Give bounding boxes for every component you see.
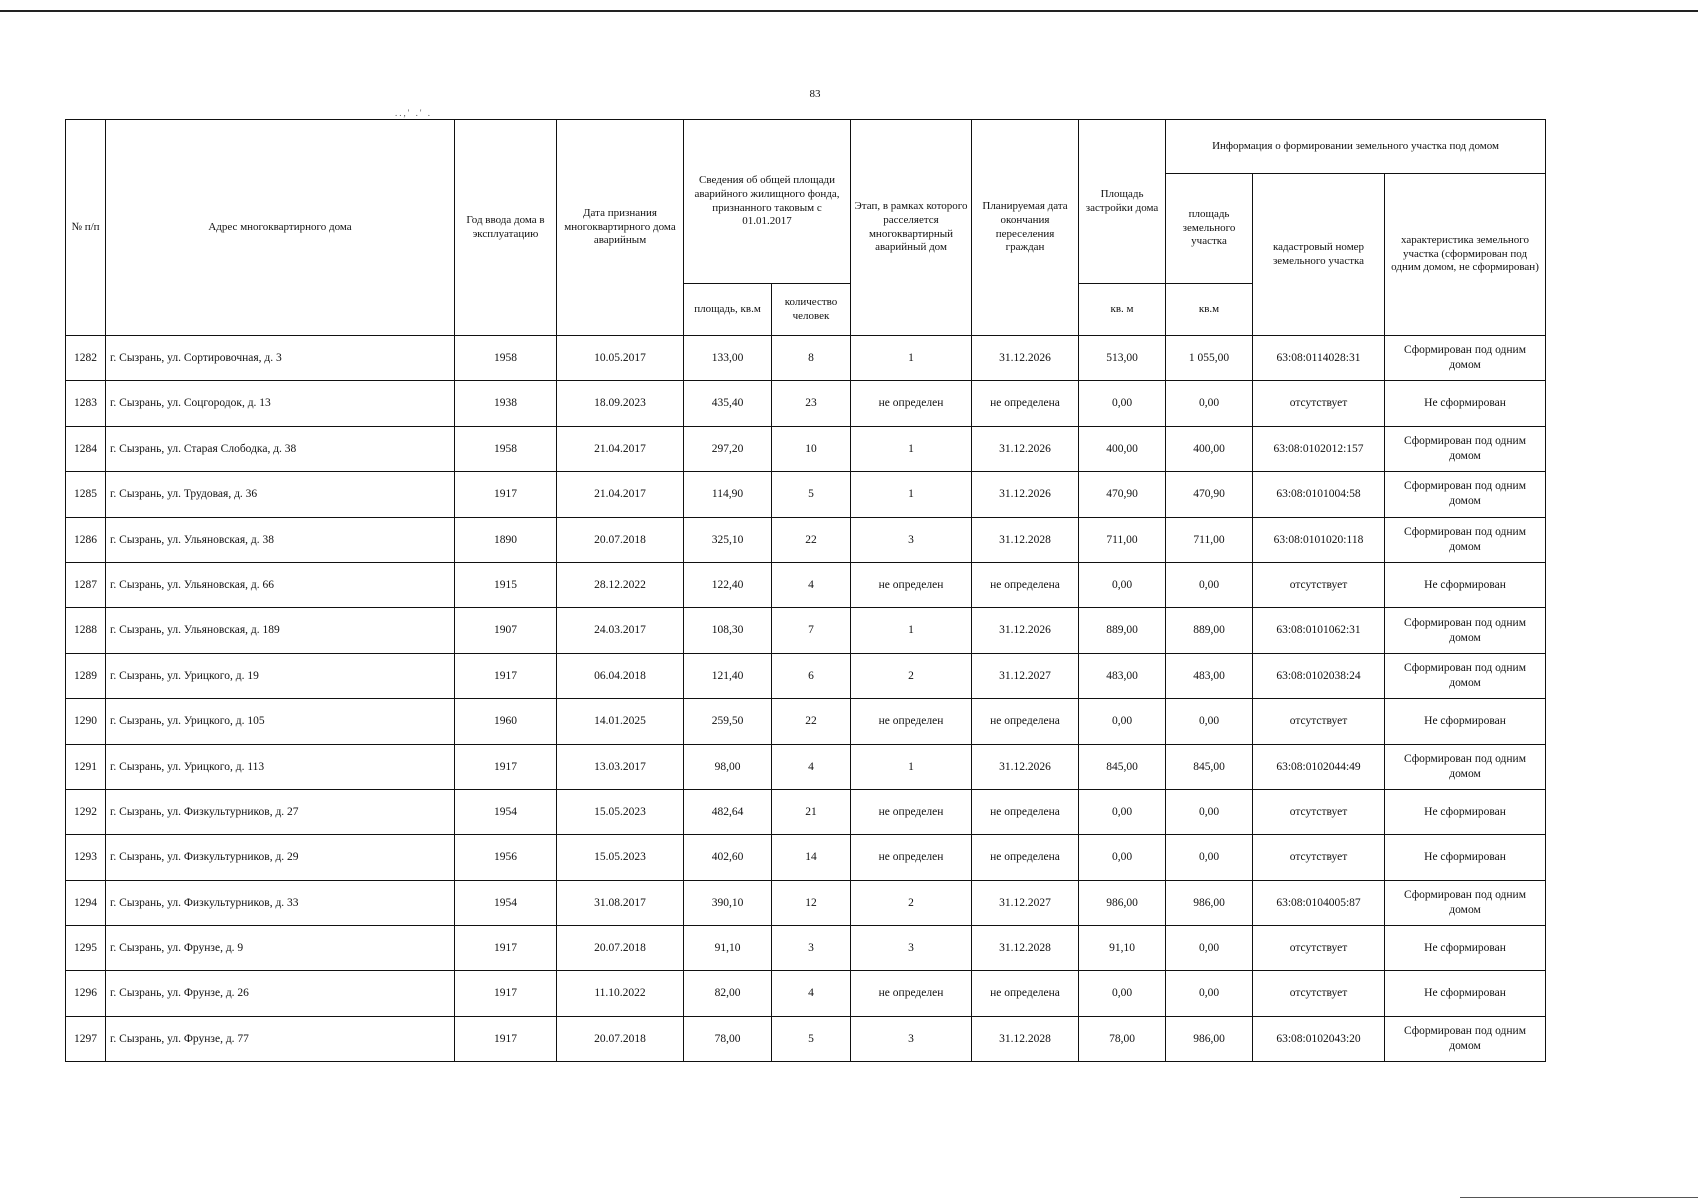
cell-build-area: 513,00: [1079, 336, 1166, 381]
table-row: [66, 472, 1546, 517]
cell-land-area: 0,00: [1166, 926, 1253, 971]
cell-build-area: 889,00: [1079, 608, 1166, 653]
cell-year: 1958: [455, 426, 557, 471]
cell-address: г. Сызрань, ул. Урицкого, д. 19: [106, 653, 455, 698]
cell-date: 10.05.2017: [557, 336, 684, 381]
cell-characteristic: Сформирован под одним домом: [1385, 336, 1546, 381]
cell-area: 114,90: [684, 472, 772, 517]
cell-land-area: 711,00: [1166, 517, 1253, 562]
cell-stage: 1: [851, 608, 972, 653]
page-number: 83: [809, 88, 821, 100]
header-building-area-unit: кв. м: [1079, 284, 1166, 336]
cell-land-area: 0,00: [1166, 789, 1253, 834]
cell-characteristic: Не сформирован: [1385, 381, 1546, 426]
cell-build-area: 845,00: [1079, 744, 1166, 789]
cell-characteristic: Не сформирован: [1385, 562, 1546, 607]
cell-cadastral: отсутствует: [1253, 926, 1385, 971]
cell-people: 21: [772, 789, 851, 834]
cell-build-area: 0,00: [1079, 789, 1166, 834]
cell-build-area: 400,00: [1079, 426, 1166, 471]
cell-planned: 31.12.2026: [972, 426, 1079, 471]
cell-date: 20.07.2018: [557, 926, 684, 971]
cell-stage: 3: [851, 517, 972, 562]
cell-date: 20.07.2018: [557, 1016, 684, 1061]
cell-date: 15.05.2023: [557, 835, 684, 880]
cell-year: 1954: [455, 789, 557, 834]
cell-build-area: 78,00: [1079, 1016, 1166, 1061]
cell-num: 1292: [66, 789, 106, 834]
cell-cadastral: 63:08:0102043:20: [1253, 1016, 1385, 1061]
cell-cadastral: отсутствует: [1253, 835, 1385, 880]
cell-land-area: 0,00: [1166, 699, 1253, 744]
cell-stage: 2: [851, 880, 972, 925]
cell-cadastral: 63:08:0102038:24: [1253, 653, 1385, 698]
table-row: [66, 1016, 1546, 1061]
cell-build-area: 0,00: [1079, 699, 1166, 744]
cell-area: 108,30: [684, 608, 772, 653]
cell-cadastral: отсутствует: [1253, 789, 1385, 834]
cell-stage: 1: [851, 426, 972, 471]
cell-characteristic: Не сформирован: [1385, 699, 1546, 744]
cell-people: 14: [772, 835, 851, 880]
cell-land-area: 889,00: [1166, 608, 1253, 653]
cell-num: 1287: [66, 562, 106, 607]
cell-planned: 31.12.2026: [972, 336, 1079, 381]
cell-num: 1282: [66, 336, 106, 381]
cell-year: 1917: [455, 744, 557, 789]
cell-num: 1289: [66, 653, 106, 698]
cell-planned: 31.12.2027: [972, 880, 1079, 925]
cell-people: 8: [772, 336, 851, 381]
cell-characteristic: Не сформирован: [1385, 971, 1546, 1016]
table-row: [66, 426, 1546, 471]
cell-characteristic: Не сформирован: [1385, 789, 1546, 834]
cell-cadastral: 63:08:0101004:58: [1253, 472, 1385, 517]
cell-people: 10: [772, 426, 851, 471]
header-land-area-unit: кв.м: [1166, 284, 1253, 336]
cell-stage: 2: [851, 653, 972, 698]
cell-date: 06.04.2018: [557, 653, 684, 698]
cell-year: 1907: [455, 608, 557, 653]
cell-year: 1890: [455, 517, 557, 562]
cell-people: 6: [772, 653, 851, 698]
cell-date: 28.12.2022: [557, 562, 684, 607]
cell-planned: 31.12.2026: [972, 608, 1079, 653]
cell-num: 1286: [66, 517, 106, 562]
cell-year: 1917: [455, 926, 557, 971]
cell-year: 1917: [455, 971, 557, 1016]
cell-planned: 31.12.2028: [972, 926, 1079, 971]
cell-stage: не определен: [851, 699, 972, 744]
header-land-area: площадь земельного участка: [1166, 174, 1253, 284]
cell-people: 3: [772, 926, 851, 971]
cell-people: 22: [772, 517, 851, 562]
cell-year: 1958: [455, 336, 557, 381]
header-address: Адрес многоквартирного дома: [106, 120, 455, 336]
cell-area: 435,40: [684, 381, 772, 426]
cell-area: 82,00: [684, 971, 772, 1016]
cell-stage: не определен: [851, 835, 972, 880]
table-body: [66, 336, 1546, 1062]
cell-address: г. Сызрань, ул. Соцгородок, д. 13: [106, 381, 455, 426]
cell-planned: не определена: [972, 562, 1079, 607]
cell-address: г. Сызрань, ул. Фрунзе, д. 26: [106, 971, 455, 1016]
table-row: [66, 835, 1546, 880]
cell-planned: не определена: [972, 971, 1079, 1016]
cell-land-area: 470,90: [1166, 472, 1253, 517]
cell-year: 1917: [455, 653, 557, 698]
cell-date: 13.03.2017: [557, 744, 684, 789]
header-building-area: Площадь застройки дома: [1079, 120, 1166, 284]
cell-cadastral: отсутствует: [1253, 381, 1385, 426]
cell-year: 1915: [455, 562, 557, 607]
cell-people: 7: [772, 608, 851, 653]
cell-area: 91,10: [684, 926, 772, 971]
cell-land-area: 986,00: [1166, 1016, 1253, 1061]
cell-num: 1296: [66, 971, 106, 1016]
cell-planned: 31.12.2027: [972, 653, 1079, 698]
table-row: [66, 336, 1546, 381]
cell-characteristic: Сформирован под одним домом: [1385, 608, 1546, 653]
table-row: [66, 381, 1546, 426]
table-row: [66, 608, 1546, 653]
cell-cadastral: 63:08:0104005:87: [1253, 880, 1385, 925]
cell-planned: не определена: [972, 835, 1079, 880]
header-characteristic: характеристика земельного участка (сформирован под одним домом, не сформирован): [1385, 174, 1546, 336]
cell-address: г. Сызрань, ул. Старая Слободка, д. 38: [106, 426, 455, 471]
cell-stage: не определен: [851, 971, 972, 1016]
cell-date: 14.01.2025: [557, 699, 684, 744]
cell-address: г. Сызрань, ул. Урицкого, д. 113: [106, 744, 455, 789]
cell-stage: 1: [851, 744, 972, 789]
cell-land-area: 1 055,00: [1166, 336, 1253, 381]
table-row: [66, 699, 1546, 744]
table-row: [66, 562, 1546, 607]
cell-cadastral: 63:08:0114028:31: [1253, 336, 1385, 381]
cell-area: 133,00: [684, 336, 772, 381]
cell-date: 31.08.2017: [557, 880, 684, 925]
cell-characteristic: Не сформирован: [1385, 926, 1546, 971]
cell-address: г. Сызрань, ул. Физкультурников, д. 27: [106, 789, 455, 834]
header-area: площадь, кв.м: [684, 284, 772, 336]
cell-date: 20.07.2018: [557, 517, 684, 562]
cell-area: 78,00: [684, 1016, 772, 1061]
cell-planned: 31.12.2028: [972, 1016, 1079, 1061]
header-num: № п/п: [66, 120, 106, 336]
cell-planned: 31.12.2026: [972, 472, 1079, 517]
cell-stage: 1: [851, 472, 972, 517]
cell-num: 1297: [66, 1016, 106, 1061]
header-year: Год ввода дома в эксплуатацию: [455, 120, 557, 336]
cell-characteristic: Не сформирован: [1385, 835, 1546, 880]
cell-num: 1294: [66, 880, 106, 925]
cell-people: 4: [772, 971, 851, 1016]
cell-land-area: 986,00: [1166, 880, 1253, 925]
cell-planned: не определена: [972, 381, 1079, 426]
cell-build-area: 483,00: [1079, 653, 1166, 698]
bottom-border-line: [1460, 1197, 1698, 1198]
cell-characteristic: Сформирован под одним домом: [1385, 472, 1546, 517]
cell-num: 1288: [66, 608, 106, 653]
cell-address: г. Сызрань, ул. Ульяновская, д. 66: [106, 562, 455, 607]
cell-planned: 31.12.2028: [972, 517, 1079, 562]
table-header: [66, 120, 1546, 336]
cell-date: 15.05.2023: [557, 789, 684, 834]
cell-address: г. Сызрань, ул. Ульяновская, д. 189: [106, 608, 455, 653]
cell-cadastral: отсутствует: [1253, 971, 1385, 1016]
cell-stage: 3: [851, 1016, 972, 1061]
header-date-recognized: Дата признания многоквартирного дома аварийным: [557, 120, 684, 336]
table-row: [66, 744, 1546, 789]
cell-num: 1293: [66, 835, 106, 880]
cell-area: 121,40: [684, 653, 772, 698]
cell-year: 1938: [455, 381, 557, 426]
header-planned-date: Планируемая дата окончания переселения граждан: [972, 120, 1079, 336]
cell-people: 4: [772, 744, 851, 789]
cell-address: г. Сызрань, ул. Урицкого, д. 105: [106, 699, 455, 744]
cell-num: 1290: [66, 699, 106, 744]
table-row: [66, 926, 1546, 971]
cell-people: 23: [772, 381, 851, 426]
cell-num: 1284: [66, 426, 106, 471]
cell-build-area: 986,00: [1079, 880, 1166, 925]
cell-characteristic: Сформирован под одним домом: [1385, 426, 1546, 471]
cell-build-area: 0,00: [1079, 562, 1166, 607]
cell-land-area: 483,00: [1166, 653, 1253, 698]
cell-stage: не определен: [851, 381, 972, 426]
cell-build-area: 711,00: [1079, 517, 1166, 562]
cell-address: г. Сызрань, ул. Физкультурников, д. 29: [106, 835, 455, 880]
cell-area: 390,10: [684, 880, 772, 925]
cell-area: 259,50: [684, 699, 772, 744]
top-border-line: [0, 10, 1698, 12]
cell-build-area: 91,10: [1079, 926, 1166, 971]
cell-year: 1960: [455, 699, 557, 744]
cell-address: г. Сызрань, ул. Фрунзе, д. 9: [106, 926, 455, 971]
cell-land-area: 0,00: [1166, 971, 1253, 1016]
cell-area: 482,64: [684, 789, 772, 834]
cell-characteristic: Сформирован под одним домом: [1385, 744, 1546, 789]
cell-characteristic: Сформирован под одним домом: [1385, 517, 1546, 562]
cell-people: 5: [772, 472, 851, 517]
cell-date: 11.10.2022: [557, 971, 684, 1016]
cell-area: 297,20: [684, 426, 772, 471]
cell-cadastral: отсутствует: [1253, 562, 1385, 607]
table-row: [66, 653, 1546, 698]
header-cadastral: кадастровый номер земельного участка: [1253, 174, 1385, 336]
cell-cadastral: 63:08:0101020:118: [1253, 517, 1385, 562]
cell-year: 1917: [455, 1016, 557, 1061]
header-stage: Этап, в рамках которого расселяется многоквартирный аварийный дом: [851, 120, 972, 336]
cell-people: 4: [772, 562, 851, 607]
cell-date: 18.09.2023: [557, 381, 684, 426]
cell-area: 402,60: [684, 835, 772, 880]
header-land-info: Информация о формировании земельного участка под домом: [1166, 120, 1546, 174]
cell-characteristic: Сформирован под одним домом: [1385, 653, 1546, 698]
table-row: [66, 789, 1546, 834]
cell-land-area: 0,00: [1166, 835, 1253, 880]
header-area-info: Сведения об общей площади аварийного жилищного фонда, признанного таковым с 01.01.2017: [684, 120, 851, 284]
cell-planned: не определена: [972, 699, 1079, 744]
table-row: [66, 971, 1546, 1016]
cell-planned: 31.12.2026: [972, 744, 1079, 789]
cell-land-area: 845,00: [1166, 744, 1253, 789]
cell-num: 1295: [66, 926, 106, 971]
scan-marks: ..,' .' .: [395, 108, 432, 118]
cell-num: 1285: [66, 472, 106, 517]
cell-cadastral: 63:08:0102012:157: [1253, 426, 1385, 471]
cell-characteristic: Сформирован под одним домом: [1385, 880, 1546, 925]
cell-stage: 3: [851, 926, 972, 971]
cell-area: 98,00: [684, 744, 772, 789]
cell-area: 122,40: [684, 562, 772, 607]
cell-people: 22: [772, 699, 851, 744]
cell-characteristic: Сформирован под одним домом: [1385, 1016, 1546, 1061]
cell-build-area: 0,00: [1079, 381, 1166, 426]
cell-stage: не определен: [851, 789, 972, 834]
cell-build-area: 0,00: [1079, 971, 1166, 1016]
cell-land-area: 400,00: [1166, 426, 1253, 471]
cell-build-area: 470,90: [1079, 472, 1166, 517]
cell-address: г. Сызрань, ул. Физкультурников, д. 33: [106, 880, 455, 925]
cell-cadastral: отсутствует: [1253, 699, 1385, 744]
cell-year: 1954: [455, 880, 557, 925]
cell-date: 21.04.2017: [557, 472, 684, 517]
cell-date: 24.03.2017: [557, 608, 684, 653]
cell-cadastral: 63:08:0102044:49: [1253, 744, 1385, 789]
cell-build-area: 0,00: [1079, 835, 1166, 880]
header-people: количество человек: [772, 284, 851, 336]
cell-year: 1956: [455, 835, 557, 880]
cell-land-area: 0,00: [1166, 562, 1253, 607]
housing-registry-table: [65, 119, 1546, 1062]
cell-people: 12: [772, 880, 851, 925]
cell-address: г. Сызрань, ул. Ульяновская, д. 38: [106, 517, 455, 562]
cell-people: 5: [772, 1016, 851, 1061]
cell-stage: 1: [851, 336, 972, 381]
cell-year: 1917: [455, 472, 557, 517]
cell-address: г. Сызрань, ул. Фрунзе, д. 77: [106, 1016, 455, 1061]
table-row: [66, 880, 1546, 925]
cell-land-area: 0,00: [1166, 381, 1253, 426]
cell-address: г. Сызрань, ул. Трудовая, д. 36: [106, 472, 455, 517]
cell-address: г. Сызрань, ул. Сортировочная, д. 3: [106, 336, 455, 381]
cell-cadastral: 63:08:0101062:31: [1253, 608, 1385, 653]
cell-area: 325,10: [684, 517, 772, 562]
cell-num: 1291: [66, 744, 106, 789]
cell-num: 1283: [66, 381, 106, 426]
cell-planned: не определена: [972, 789, 1079, 834]
cell-date: 21.04.2017: [557, 426, 684, 471]
table-row: [66, 517, 1546, 562]
cell-stage: не определен: [851, 562, 972, 607]
